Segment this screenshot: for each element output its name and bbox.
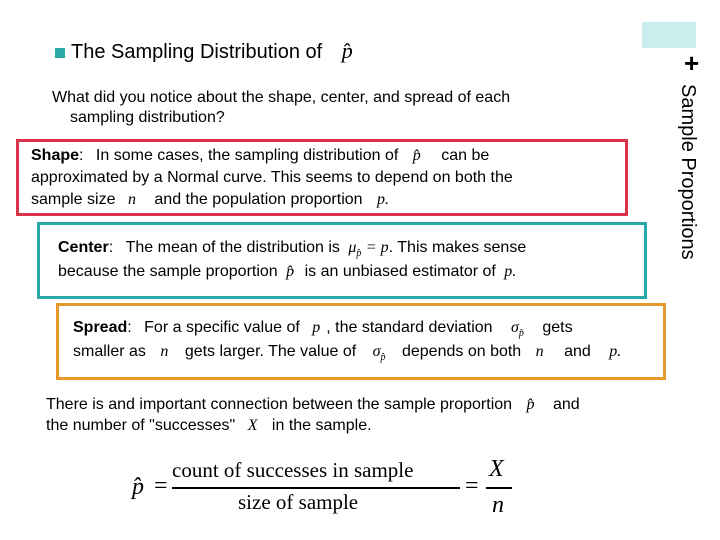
title-text: The Sampling Distribution of [71,41,323,63]
shape-line-2: approximated by a Normal curve. This seems to depend on both the [31,169,513,186]
connection-line-1: There is and important connection between the sample proportion p̂ and [46,396,580,413]
shape-box [16,139,628,216]
shape-line-1: Shape: In some cases, the sampling distribution of p̂ can be [31,147,490,164]
shape-line-3: sample size n and the population proportion p. [31,191,390,208]
title-symbol: p̂ [341,38,353,63]
spread-line-1: Spread: For a specific value of p , the standard deviation $\sigma_{p̂}$ gets [73,319,573,340]
formula-fraction-bar [172,487,460,489]
spread-box [56,303,666,380]
question [52,88,510,128]
center-line-1: Center: The mean of the distribution is $\mu_{p̂} = p$. This makes sense [58,239,527,260]
spread-label: Spread [73,319,128,336]
question-line-1: What did you notice about the shape, center, and spread of each [52,89,511,106]
formula-numerator: count of successes in sample [172,458,414,482]
formula-lhs: p̂ [132,474,144,500]
slide-title [55,38,353,64]
formula-eq-1: = [154,473,168,499]
center-label: Center [58,239,109,256]
side-label: Sample Proportions [677,84,699,260]
center-box [37,222,647,299]
shape-label: Shape [31,147,80,164]
formula-n: n [492,492,504,518]
bullet-icon [55,48,65,58]
header-accent-bar [642,22,696,48]
connection-text [46,394,580,436]
formula-fraction-bar-2 [486,487,512,489]
formula-eq-2: = [465,473,479,499]
formula-x: X [489,456,504,482]
question-line-2: sampling distribution? [70,109,225,126]
connection-line-2: the number of "successes" X in the sample. [46,417,372,434]
plus-mark: + [684,48,700,78]
spread-line-2: smaller as n gets larger. The value of $\sigma_{p̂}$ depends on both n and p. [73,343,622,364]
center-line-2: because the sample proportion p̂ is an unbiased estimator of p. [58,263,517,280]
formula-denominator: size of sample [238,490,359,514]
